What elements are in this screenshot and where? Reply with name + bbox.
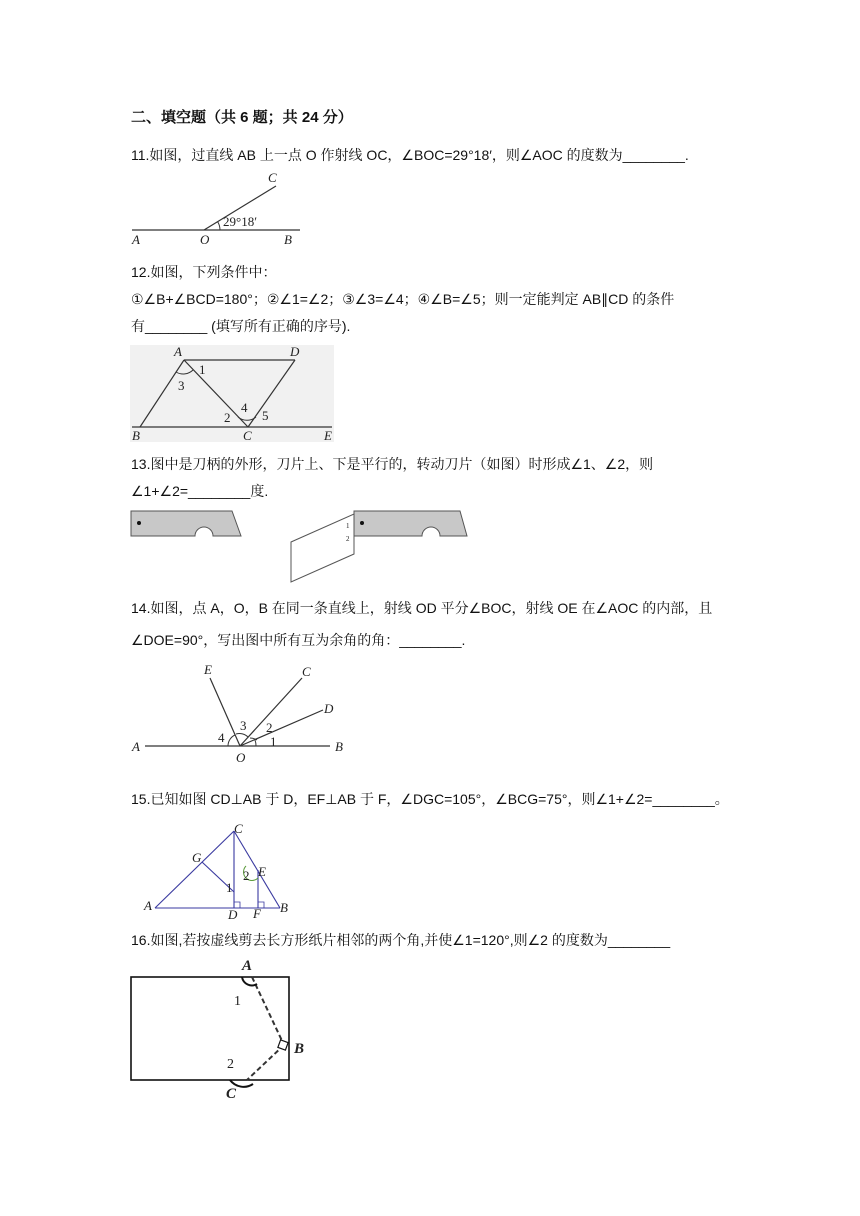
question-14-line1: 14.如图，点 A，O，B 在同一条直线上，射线 OD 平分∠BOC，射线 OE 在∠AOC 的内部，且: [131, 600, 713, 616]
q14-label-d: D: [324, 701, 334, 716]
q12-label-b: B: [132, 428, 140, 443]
q12-label-5: 5: [262, 408, 269, 423]
q15-label-d: D: [228, 907, 238, 922]
q11-label-b: B: [284, 232, 292, 247]
question-12-line3: 有________ (填写所有正确的序号).: [131, 318, 351, 334]
q13-label-1: 1: [346, 522, 350, 530]
q11-label-a: A: [132, 232, 140, 247]
question-13-figure: [129, 508, 474, 588]
q16-label-b: B: [294, 1041, 305, 1057]
q14-label-b: B: [335, 739, 343, 754]
q14-label-c: C: [302, 664, 311, 679]
question-13-line1: 13.图中是刀柄的外形，刀片上、下是平行的，转动刀片（如图）时形成∠1、∠2，则: [131, 456, 654, 472]
section-title: 二、填空题（共 6 题；共 24 分）: [131, 109, 353, 126]
question-11-text: 11.如图，过直线 AB 上一点 O 作射线 OC，∠BOC=29°18′，则∠AOC 的度数为________.: [131, 147, 689, 163]
q11-label-c: C: [268, 170, 277, 185]
q12-label-c: C: [243, 428, 252, 443]
q16-label-a: A: [242, 958, 253, 974]
question-14-figure: [130, 660, 355, 770]
q12-label-1: 1: [199, 362, 206, 377]
q14-label-1: 1: [270, 734, 277, 749]
q14-label-2: 2: [266, 720, 273, 735]
q16-label-1: 1: [234, 994, 241, 1009]
q15-label-2: 2: [243, 868, 250, 883]
q14-label-e: E: [204, 662, 212, 677]
question-16-text: 16.如图,若按虚线剪去长方形纸片相邻的两个角,并使∠1=120°,则∠2 的度数为________: [131, 932, 671, 948]
q14-label-3: 3: [240, 718, 247, 733]
question-15-figure: [140, 822, 300, 922]
q15-label-g: G: [192, 850, 202, 865]
question-12-line1: 12.如图，下列条件中：: [131, 264, 277, 280]
q16-label-c: C: [226, 1086, 237, 1102]
q15-label-a: A: [144, 898, 152, 913]
q12-label-2: 2: [224, 410, 231, 425]
question-12-figure: [130, 345, 335, 443]
q11-label-o: O: [200, 232, 210, 247]
question-16-figure: [129, 955, 319, 1100]
q14-label-o: O: [236, 750, 246, 765]
question-11-figure: [128, 168, 308, 250]
question-13-line2: ∠1+∠2=________度.: [131, 483, 269, 499]
q16-label-2: 2: [227, 1057, 234, 1072]
q15-label-f: F: [253, 906, 261, 921]
q12-label-4: 4: [241, 400, 248, 415]
q15-label-c: C: [234, 821, 243, 836]
question-12-line2: ①∠B+∠BCD=180°；②∠1=∠2；③∠3=∠4；④∠B=∠5；则一定能判定 AB∥CD 的条件: [131, 291, 675, 307]
question-14-line2: ∠DOE=90°，写出图中所有互为余角的角：________.: [131, 632, 466, 648]
q13-label-2: 2: [346, 535, 350, 543]
question-15-text: 15.已知如图 CD⊥AB 于 D，EF⊥AB 于 F，∠DGC=105°，∠BCG=75°，则∠1+∠2=________。: [131, 791, 729, 807]
q15-label-1: 1: [226, 880, 233, 895]
q11-angle-label: 29°18′: [223, 214, 258, 229]
q12-label-e: E: [324, 428, 332, 443]
q12-label-3: 3: [178, 378, 185, 393]
q14-label-4: 4: [218, 730, 225, 745]
q15-label-e: E: [258, 864, 266, 879]
q15-label-b: B: [280, 900, 288, 915]
q12-label-a: A: [174, 344, 182, 359]
q12-label-d: D: [290, 344, 300, 359]
q14-label-a: A: [132, 739, 140, 754]
